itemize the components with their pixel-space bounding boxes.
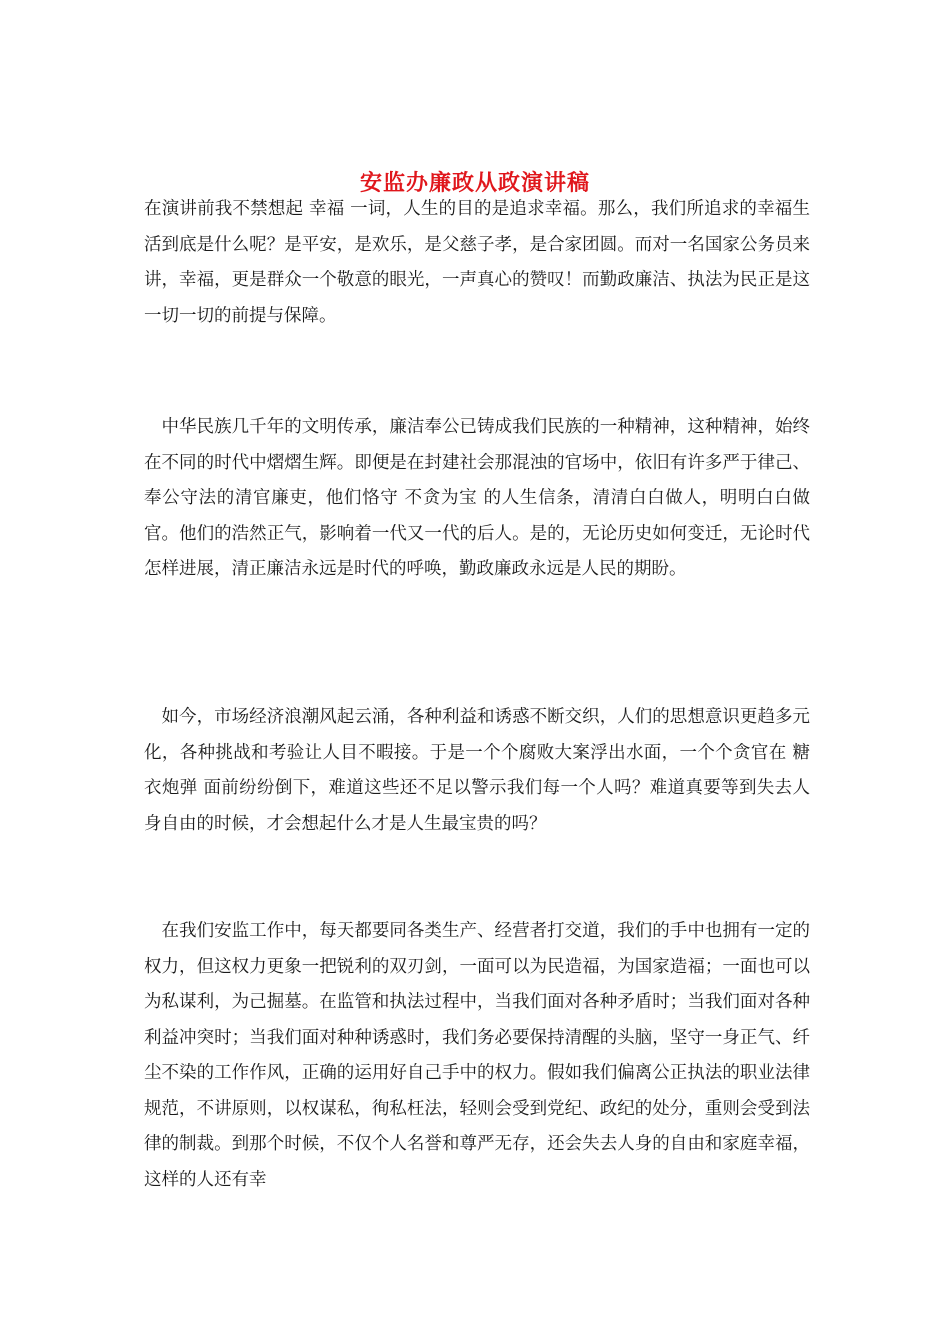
paragraph-4: 在我们安监工作中，每天都要同各类生产、经营者打交道，我们的手中也拥有一定的权力，但这权力更象一把锐利的双刃剑，一面可以为民造福，为国家造福；一面也可以为私谋利，为己掘墓。在监管和执法过程中，当我们面对各种矛盾时；当我们面对各种利益冲突时；当我们面对种种诱惑时，我们务必要保持清醒的头脑，坚守一身正气、纤尘不染的工作作风，正确的运用好自己手中的权力。假如我们偏离公正执法的职业法律规范，不讲原则，以权谋私，徇私枉法，轻则会受到党纪、政纪的处分，重则会受到法律的制裁。到那个时候，不仅个人名誉和尊严无存，还会失去人身的自由和家庭幸福，这样的人还有幸 [144, 921, 810, 1190]
paragraph-2: 中华民族几千年的文明传承，廉洁奉公已铸成我们民族的一种精神，这种精神，始终在不同的时代中熠熠生辉。即便是在封建社会那混浊的官场中，依旧有许多严于律己、奉公守法的清官廉吏，他们恪守 不贪为宝 的人生信条，清清白白做人，明明白白做官。他们的浩然正气，影响着一代又一代的后人。是的，无论历史如何变迁，无论时代怎样进展，清正廉洁永远是时代的呼唤，勤政廉政永远是人民的期盼。 [144, 417, 810, 579]
paragraph-1: 在演讲前我不禁想起 幸福 一词，人生的目的是追求幸福。那么，我们所追求的幸福生活到底是什么呢？是平安，是欢乐，是父慈子孝，是合家团圆。而对一名国家公务员来讲，幸福，更是群众一个敬意的眼光，一声真心的赞叹！而勤政廉洁、执法为民正是这一切一切的前提与保障。 [144, 199, 810, 326]
document-title: 安监办廉政从政演讲稿 [359, 169, 590, 196]
paragraph-3: 如今，市场经济浪潮风起云涌，各种利益和诱惑不断交织，人们的思想意识更趋多元化，各种挑战和考验让人目不暇接。于是一个个腐败大案浮出水面，一个个贪官在 糖衣炮弹 面前纷纷倒下，难道这些还不足以警示我们每一个人吗？难道真要等到失去人身自由的时候，才会想起什么才是人生最宝贵的吗？ [144, 707, 810, 834]
